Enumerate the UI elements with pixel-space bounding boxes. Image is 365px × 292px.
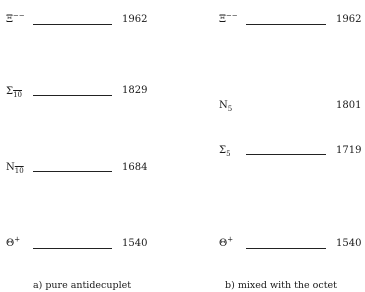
level-label-n: [6, 162, 24, 174]
energy-level-line: [33, 248, 112, 249]
level-label-xi: [219, 11, 238, 26]
particle-symbol: Θ: [6, 238, 15, 249]
mass-value: 1540: [122, 238, 148, 249]
particle-symbol: N: [6, 162, 15, 173]
level-label-theta: [6, 235, 21, 250]
level-label-n: [219, 100, 232, 112]
energy-level-line: [33, 171, 112, 172]
particle-symbol: Σ: [6, 86, 14, 97]
mass-value: 1801: [336, 100, 362, 111]
particle-symbol: Ξ: [219, 14, 227, 25]
energy-level-line: [246, 248, 326, 249]
mass-value: 1540: [336, 238, 362, 249]
charge-superscript: −−: [226, 11, 238, 20]
mass-value: 1829: [122, 85, 148, 96]
mass-value: 1962: [336, 14, 362, 25]
particle-symbol: N: [219, 100, 228, 111]
panel-caption: a) pure antidecuplet: [32, 280, 132, 291]
particle-symbol: Ξ: [6, 14, 14, 25]
multiplet-subscript: 5: [227, 105, 233, 113]
mass-value: 1962: [122, 14, 148, 25]
particle-symbol: Θ: [219, 238, 228, 249]
level-label-sigma: [219, 145, 231, 157]
particle-symbol: Σ: [219, 145, 227, 156]
multiplet-subscript: 10: [13, 91, 22, 99]
level-label-xi: [6, 11, 25, 26]
multiplet-subscript: 5: [226, 150, 231, 158]
charge-superscript: +: [14, 235, 21, 244]
multiplet-subscript: 10: [14, 167, 24, 175]
charge-superscript: +: [227, 235, 234, 244]
mass-value: 1719: [336, 145, 362, 156]
level-label-theta: [219, 235, 234, 250]
energy-level-line: [246, 24, 326, 25]
charge-superscript: −−: [13, 11, 25, 20]
mass-value: 1684: [122, 162, 148, 173]
energy-level-line: [246, 154, 326, 155]
panel-caption: b) mixed with the octet: [225, 280, 337, 291]
energy-level-line: [33, 24, 112, 25]
level-label-sigma: [6, 86, 22, 98]
energy-level-line: [33, 95, 112, 96]
